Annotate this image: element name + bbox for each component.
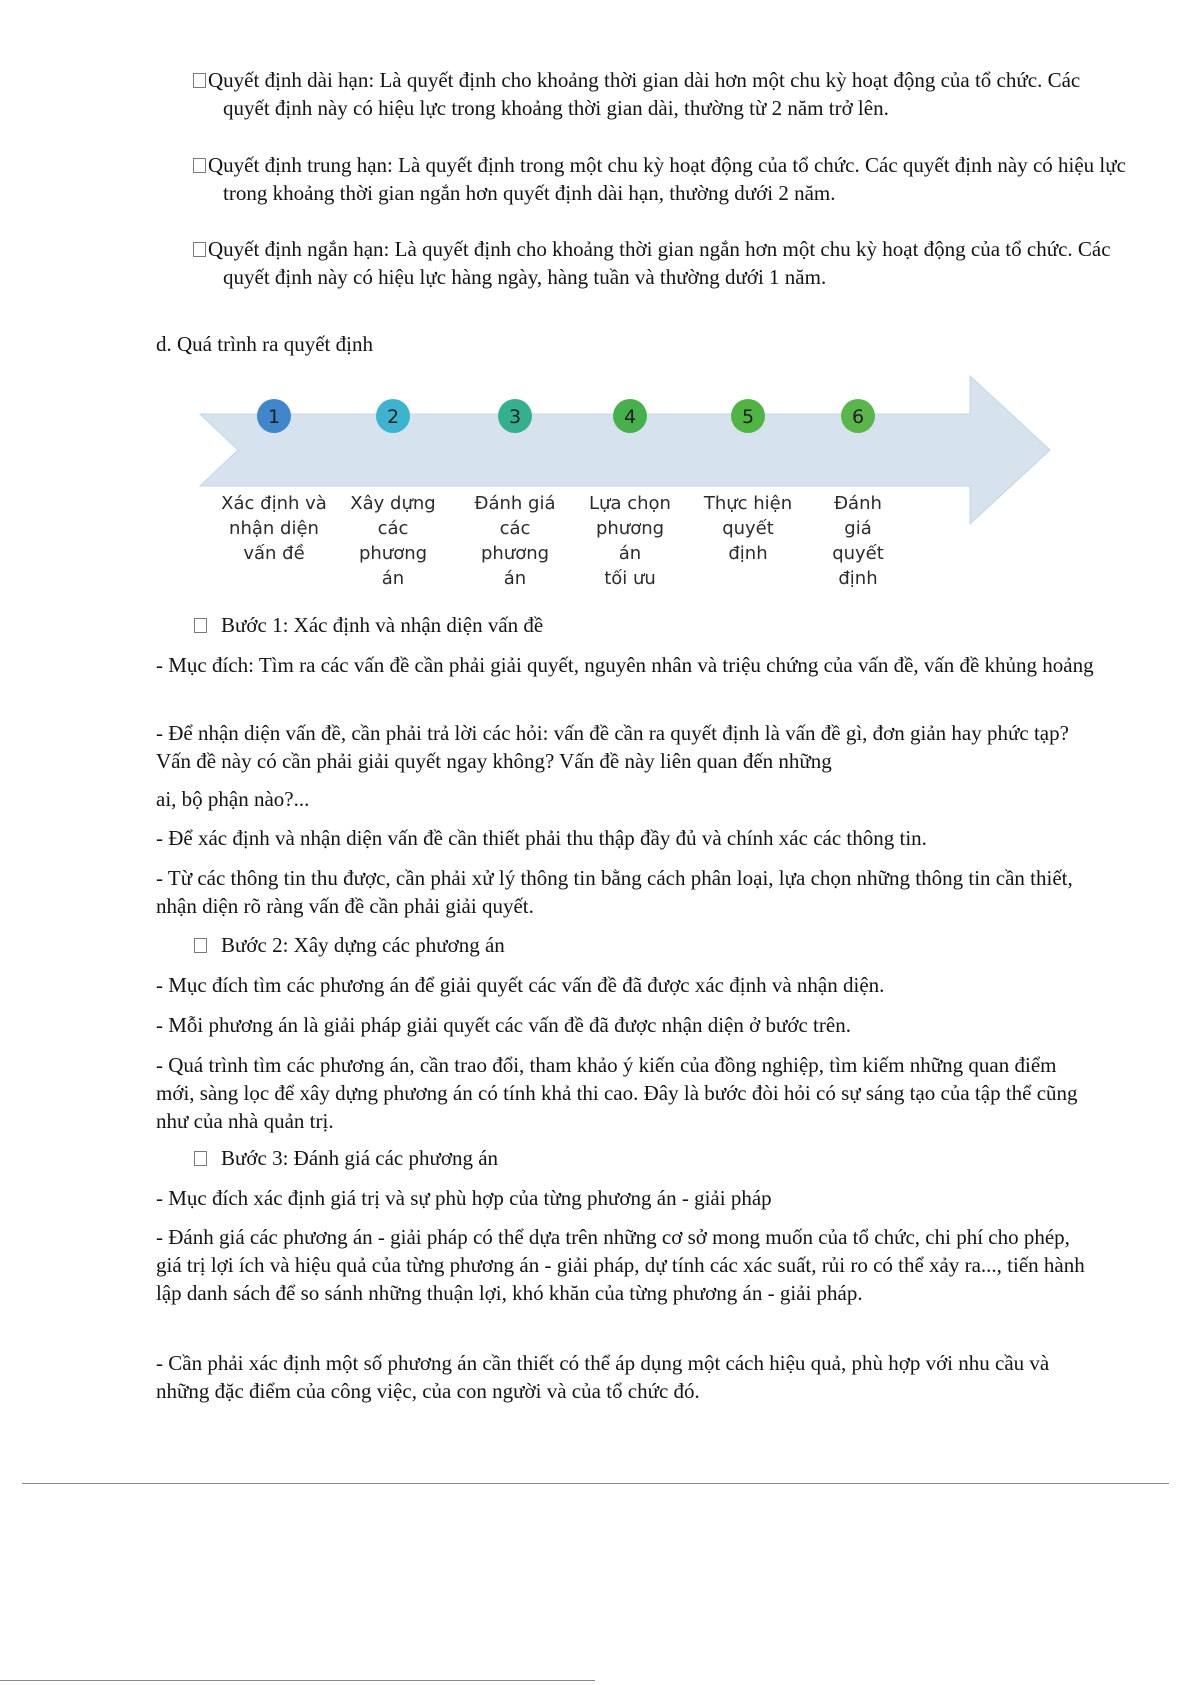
paragraph: - Từ các thông tin thu được, cần phải xử lý thông tin bằng cách phân loại, lựa chọn những thông tin cần thiết, nhận diện rõ ràng vấn đề cần phải giải quyết.	[156, 866, 1073, 918]
step-5-label: Thực hiện	[703, 493, 793, 514]
paragraph: - Để xác định và nhận diện vấn đề cần thiết phải thu thập đầy đủ và chính xác các thông tin.	[156, 826, 927, 850]
step-3-title	[194, 1144, 498, 1172]
bullet-box-icon	[193, 158, 206, 173]
step-6-label: quyết	[832, 543, 884, 564]
term-text: Quyết định dài hạn: Là quyết định cho khoảng thời gian dài hơn một chu kỳ hoạt động của tổ chức. Các quyết định này có hiệu lực trong khoảng thời gian dài, thường từ 2 năm trở lên.	[208, 68, 1081, 120]
paragraph: - Đánh giá các phương án - giải pháp có thể dựa trên những cơ sở mong muốn của tổ chức, chi phí cho phép, giá trị lợi ích và hiệu quả của từng phương án - giải pháp, dự tính các xác suất, rủi ro có thể xảy ra..., tiến hành lập danh sách để so sánh những thuận lợi, khó khăn của từng phương án - giải pháp.	[156, 1225, 1085, 1305]
step-6-number: 6	[851, 406, 865, 428]
term-text: Quyết định trung hạn: Là quyết định trong một chu kỳ hoạt động của tổ chức. Các quyết định này có hiệu lực trong khoảng thời gian ngắn hơn quyết định dài hạn, thường dưới 2 năm.	[208, 153, 1126, 205]
step-1-title	[194, 611, 543, 639]
term-short-term-decision	[193, 235, 1128, 291]
step-2-number: 2	[386, 406, 400, 428]
footer-line	[0, 1680, 595, 1681]
paragraph: - Cần phải xác định một số phương án cần thiết có thể áp dụng một cách hiệu quả, phù hợp với nhu cầu và những đặc điểm của công việc, của con người và của tổ chức đó.	[156, 1351, 1050, 1403]
paragraph: - Mục đích tìm các phương án để giải quyết các vấn đề đã được xác định và nhận diện.	[156, 973, 885, 997]
paragraph	[156, 719, 1096, 813]
step-5-number: 5	[741, 406, 755, 428]
step-3-label: Đánh giá	[474, 493, 556, 514]
term-text: Quyết định ngắn hạn: Là quyết định cho khoảng thời gian ngắn hơn một chu kỳ hoạt động của tổ chức. Các quyết định này có hiệu lực hàng ngày, hàng tuần và thường dưới 1 năm.	[208, 237, 1111, 289]
step-6-label: Đánh	[834, 493, 882, 514]
step-3-number: 3	[508, 406, 522, 428]
decision-process-diagram	[190, 370, 1070, 610]
paragraph: - Mỗi phương án là giải pháp giải quyết các vấn đề đã được nhận diện ở bước trên.	[156, 1013, 851, 1037]
bullet-box-icon	[193, 73, 206, 88]
step-2-label: phương	[358, 543, 428, 564]
bullet-box-icon	[194, 1151, 207, 1166]
step-5-label: định	[728, 543, 768, 564]
step-4-number: 4	[623, 406, 637, 428]
section-heading: d. Quá trình ra quyết định	[156, 332, 373, 356]
step-3-text: Bước 3: Đánh giá các phương án	[221, 1146, 499, 1170]
step-2-text: Bước 2: Xây dựng các phương án	[221, 933, 505, 957]
bullet-box-icon	[194, 618, 207, 633]
step-2-label: án	[381, 568, 405, 589]
step-4-label: phương	[595, 518, 665, 539]
term-long-term-decision	[193, 66, 1128, 122]
step-3-label: phương	[480, 543, 550, 564]
paragraph-text: ai, bộ phận nào?...	[156, 787, 310, 811]
paragraph: - Mục đích xác định giá trị và sự phù hợp của từng phương án - giải pháp	[156, 1186, 772, 1210]
step-6-label: định	[838, 568, 878, 589]
step-1-number: 1	[267, 406, 281, 428]
bullet-box-icon	[193, 242, 206, 257]
step-2-title	[194, 931, 505, 959]
paragraph-text: - Để nhận diện vấn đề, cần phải trả lời các hỏi: vấn đề cần ra quyết định là vấn đề gì, đơn giản hay phức tạp? Vấn đề này có cần phải giải quyết ngay không? Vấn đề này liên quan đến những	[156, 721, 1069, 773]
paragraph: - Mục đích: Tìm ra các vấn đề cần phải giải quyết, nguyên nhân và triệu chứng của vấn đề, vấn đề khủng hoảng	[156, 653, 1094, 677]
step-3-label: án	[503, 568, 527, 589]
page-divider	[22, 1483, 1169, 1484]
step-6-label: giá	[844, 518, 872, 539]
step-2-label: các	[377, 518, 409, 539]
step-1-label: nhận diện	[229, 518, 319, 539]
bullet-box-icon	[194, 938, 207, 953]
step-1-text: Bước 1: Xác định và nhận diện vấn đề	[221, 613, 544, 637]
step-4-label: án	[618, 543, 642, 564]
step-4-label: Lựa chọn	[589, 493, 671, 514]
step-2-label: Xây dựng	[350, 493, 436, 514]
term-medium-term-decision	[193, 151, 1128, 207]
step-1-label: vấn đề	[243, 543, 305, 564]
step-3-label: các	[499, 518, 531, 539]
paragraph: - Quá trình tìm các phương án, cần trao đổi, tham khảo ý kiến của đồng nghiệp, tìm kiếm những quan điểm mới, sàng lọc để xây dựng phương án có tính khả thi cao. Đây là bước đòi hỏi có sự sáng tạo của tập thể cũng như của nhà quản trị.	[156, 1053, 1078, 1133]
step-5-label: quyết	[722, 518, 774, 539]
step-4-label: tối ưu	[604, 568, 656, 589]
step-1-label: Xác định và	[221, 493, 327, 514]
